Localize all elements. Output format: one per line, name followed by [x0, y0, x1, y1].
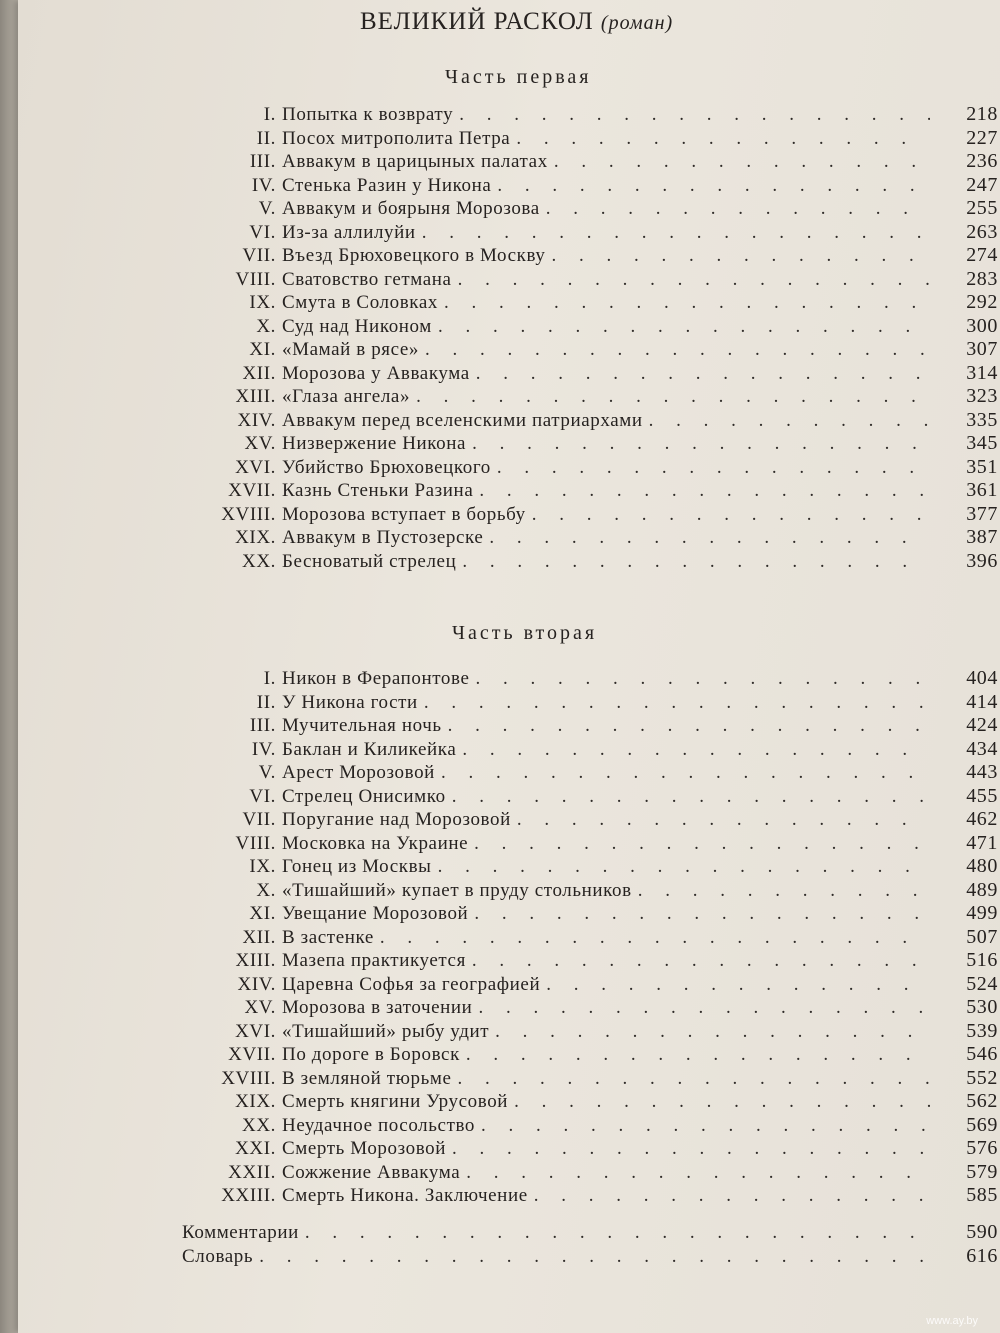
- chapter-title: Стрелец Онисимко: [282, 785, 446, 807]
- chapter-title: Бесноватый стрелец: [282, 550, 457, 572]
- chapter-number: XX.: [242, 550, 276, 572]
- chapter-page: 323: [966, 385, 998, 407]
- toc-entry: [0, 174, 1000, 198]
- chapter-number: I.: [263, 668, 276, 689]
- chapter-number: X.: [256, 879, 276, 901]
- leader-dots: [495, 1021, 930, 1043]
- chapter-page: 247: [966, 173, 998, 196]
- leader-dots: [546, 198, 930, 220]
- leader-dots: [424, 692, 930, 714]
- leader-dots: [458, 269, 930, 291]
- chapter-page: 530: [966, 996, 998, 1018]
- leader-dots: [462, 739, 930, 761]
- part-one-heading: Часть первая: [445, 66, 592, 88]
- chapter-number: VIII.: [235, 832, 276, 854]
- chapter-number: XIX.: [235, 1091, 276, 1112]
- chapter-number: XIV.: [237, 973, 276, 995]
- chapter-title: Морозова в заточении: [282, 997, 473, 1018]
- chapter-page: 361: [966, 479, 998, 501]
- chapter-number: XIV.: [237, 409, 276, 431]
- chapter-page: 351: [966, 455, 998, 478]
- toc-entry: [0, 926, 1000, 950]
- chapter-page: 396: [966, 549, 998, 572]
- chapter-page: 307: [966, 338, 998, 360]
- chapter-number: II.: [256, 127, 276, 149]
- toc-entry: [0, 808, 1000, 832]
- chapter-title: Аввакум и боярыня Морозова: [282, 198, 540, 219]
- toc-entry: [0, 291, 1000, 315]
- toc-entry: [0, 1090, 1000, 1114]
- chapter-page: 569: [966, 1113, 998, 1136]
- chapter-page: 345: [966, 432, 998, 454]
- chapter-number: III.: [249, 151, 276, 172]
- toc-entry: [0, 385, 1000, 409]
- chapter-title: В земляной тюрьме: [282, 1067, 452, 1089]
- toc-entry: [0, 456, 1000, 480]
- chapter-number: XVIII.: [221, 1067, 276, 1089]
- leader-dots: [305, 1222, 930, 1244]
- chapter-title: Мазепа практикуется: [282, 950, 466, 971]
- chapter-number: XXIII.: [221, 1185, 276, 1206]
- leader-dots: [532, 504, 930, 526]
- chapter-number: V.: [258, 198, 276, 219]
- chapter-title: Неудачное посольство: [282, 1114, 476, 1136]
- novel-title: [360, 8, 673, 36]
- leader-dots: [649, 410, 930, 432]
- toc-entry-commentary: [0, 1221, 1000, 1245]
- toc-entry: [0, 879, 1000, 903]
- leader-dots: [534, 1185, 930, 1207]
- leader-dots: [466, 1044, 930, 1066]
- toc-entry: [0, 103, 1000, 127]
- chapter-title: Московка на Украине: [282, 832, 469, 854]
- leader-dots: [638, 880, 930, 902]
- chapter-title: Морозова вступает в борьбу: [282, 503, 526, 525]
- chapter-number: XX.: [242, 1114, 276, 1136]
- leader-dots: [497, 175, 930, 197]
- chapter-page: 576: [966, 1137, 998, 1159]
- chapter-title: Царевна Софья за географией: [282, 973, 541, 995]
- toc-entry: [0, 479, 1000, 503]
- chapter-page: 404: [966, 667, 998, 689]
- chapter-number: XVI.: [235, 456, 276, 478]
- toc-entry: [0, 667, 1000, 691]
- chapter-page: 579: [966, 1160, 998, 1183]
- toc-entry-page: 616: [966, 1245, 998, 1267]
- toc-entry-title: Комментарии: [182, 1222, 299, 1243]
- leader-dots: [481, 1115, 930, 1137]
- chapter-number: IX.: [249, 856, 276, 877]
- chapter-page: 480: [966, 855, 998, 877]
- leader-dots: [466, 1162, 930, 1184]
- back-matter-contents: [0, 1221, 1000, 1269]
- chapter-title: Баклан и Киликейка: [282, 738, 457, 760]
- chapter-page: 524: [966, 972, 998, 995]
- chapter-page: 434: [966, 737, 998, 760]
- toc-entry: [0, 1137, 1000, 1161]
- chapter-number: VI.: [249, 785, 276, 807]
- chapter-title: Посох митрополита Петра: [282, 127, 511, 149]
- chapter-page: 218: [966, 103, 998, 125]
- leader-dots: [489, 527, 930, 549]
- toc-entry: [0, 1114, 1000, 1138]
- toc-entry: [0, 1020, 1000, 1044]
- chapter-title: Суд над Никоном: [282, 315, 432, 337]
- leader-dots: [438, 316, 930, 338]
- leader-dots: [497, 457, 930, 479]
- leader-dots: [452, 1138, 930, 1160]
- chapter-number: XII.: [242, 362, 276, 384]
- toc-entry-title: Словарь: [182, 1246, 254, 1267]
- chapter-number: XIII.: [235, 950, 276, 971]
- chapter-title: Поругание над Морозовой: [282, 809, 511, 830]
- toc-entry: [0, 338, 1000, 362]
- leader-dots: [554, 151, 930, 173]
- toc-entry: [0, 221, 1000, 245]
- chapter-number: XXI.: [235, 1138, 276, 1159]
- chapter-title: Попытка к возврату: [282, 104, 454, 125]
- chapter-page: 236: [966, 150, 998, 172]
- leader-dots: [438, 856, 930, 878]
- leader-dots: [422, 222, 930, 244]
- chapter-number: XV.: [244, 433, 276, 454]
- chapter-page: 462: [966, 808, 998, 830]
- leader-dots: [259, 1246, 930, 1268]
- chapter-number: XI.: [249, 339, 276, 360]
- leader-dots: [479, 480, 930, 502]
- toc-entry: [0, 244, 1000, 268]
- toc-entry: [0, 996, 1000, 1020]
- chapter-page: 414: [966, 690, 998, 713]
- chapter-page: 227: [966, 126, 998, 149]
- chapter-number: XIX.: [235, 527, 276, 548]
- chapter-page: 335: [966, 408, 998, 431]
- toc-entry-page: 590: [966, 1221, 998, 1243]
- chapter-page: 489: [966, 878, 998, 901]
- chapter-number: XVII.: [228, 480, 276, 501]
- leader-dots: [380, 927, 930, 949]
- chapter-title: Смерть Морозовой: [282, 1138, 447, 1159]
- toc-entry: [0, 503, 1000, 527]
- leader-dots: [551, 245, 930, 267]
- chapter-title: Аввакум в царицыных палатах: [282, 151, 548, 172]
- chapter-number: VI.: [249, 221, 276, 243]
- chapter-number: XI.: [249, 903, 276, 924]
- chapter-page: 387: [966, 526, 998, 548]
- chapter-page: 471: [966, 831, 998, 854]
- leader-dots: [514, 1091, 930, 1113]
- toc-entry: [0, 761, 1000, 785]
- chapter-page: 499: [966, 902, 998, 924]
- chapter-number: IV.: [251, 738, 276, 760]
- chapter-title: Мучительная ночь: [282, 715, 442, 736]
- chapter-title: «Глаза ангела»: [282, 386, 411, 407]
- leader-dots: [459, 104, 930, 126]
- toc-entry-glossary: [0, 1245, 1000, 1269]
- leader-dots: [476, 668, 930, 690]
- leader-dots: [444, 292, 930, 314]
- chapter-title: Морозова у Аввакума: [282, 362, 470, 384]
- chapter-title: Стенька Разин у Никона: [282, 174, 492, 196]
- chapter-title: Увещание Морозовой: [282, 903, 469, 924]
- leader-dots: [452, 786, 930, 808]
- toc-entry: [0, 691, 1000, 715]
- chapter-number: XII.: [242, 926, 276, 948]
- chapter-number: IV.: [251, 174, 276, 196]
- chapter-page: 424: [966, 714, 998, 736]
- chapter-title: Арест Морозовой: [282, 762, 435, 783]
- leader-dots: [474, 903, 930, 925]
- chapter-number: I.: [263, 104, 276, 125]
- chapter-title: «Мамай в рясе»: [282, 339, 420, 360]
- chapter-title: Сожжение Аввакума: [282, 1161, 461, 1183]
- leader-dots: [416, 386, 930, 408]
- chapter-title: По дороге в Боровск: [282, 1044, 460, 1065]
- chapter-page: 516: [966, 949, 998, 971]
- chapter-number: XV.: [244, 997, 276, 1018]
- chapter-page: 300: [966, 314, 998, 337]
- leader-dots: [448, 715, 930, 737]
- toc-entry: [0, 268, 1000, 292]
- toc-entry: [0, 1184, 1000, 1208]
- chapter-title: Смерть Никона. Заключение: [282, 1185, 528, 1206]
- chapter-page: 507: [966, 925, 998, 948]
- novel-title-subtitle: (роман): [600, 12, 674, 34]
- chapter-page: 314: [966, 361, 998, 384]
- chapter-number: XXII.: [228, 1161, 276, 1183]
- leader-dots: [516, 128, 930, 150]
- chapter-page: 546: [966, 1043, 998, 1065]
- chapter-title: «Тишайший» купает в пруду стольников: [282, 879, 632, 901]
- toc-entry: [0, 1043, 1000, 1067]
- chapter-number: XVII.: [228, 1044, 276, 1065]
- leader-dots: [472, 433, 930, 455]
- chapter-number: XIII.: [235, 386, 276, 407]
- leader-dots: [462, 551, 930, 573]
- chapter-title: Въезд Брюховецкого в Москву: [282, 245, 546, 266]
- chapter-title: Из-за аллилуйи: [282, 221, 416, 243]
- chapter-title: Убийство Брюховецкого: [282, 456, 491, 478]
- chapter-page: 562: [966, 1090, 998, 1112]
- chapter-title: Казнь Стеньки Разина: [282, 480, 474, 501]
- chapter-title: Аввакум перед вселенскими патриархами: [282, 409, 643, 431]
- leader-dots: [476, 363, 930, 385]
- chapter-number: X.: [256, 315, 276, 337]
- toc-entry: [0, 526, 1000, 550]
- chapter-page: 455: [966, 784, 998, 807]
- leader-dots: [478, 997, 930, 1019]
- toc-entry: [0, 127, 1000, 151]
- chapter-number: IX.: [249, 292, 276, 313]
- toc-entry: [0, 855, 1000, 879]
- leader-dots: [472, 950, 930, 972]
- chapter-page: 585: [966, 1184, 998, 1206]
- toc-entry: [0, 315, 1000, 339]
- leader-dots: [474, 833, 930, 855]
- toc-entry: [0, 550, 1000, 574]
- part-one-contents: [0, 103, 1000, 573]
- chapter-page: 255: [966, 197, 998, 219]
- chapter-title: Смута в Соловках: [282, 292, 438, 313]
- toc-entry: [0, 1161, 1000, 1185]
- chapter-number: XVI.: [235, 1020, 276, 1042]
- chapter-page: 274: [966, 244, 998, 266]
- chapter-number: III.: [249, 715, 276, 736]
- chapter-title: Смерть княгини Урусовой: [282, 1091, 509, 1112]
- watermark: www.ay.by: [926, 1315, 978, 1327]
- chapter-title: Никон в Ферапонтове: [282, 668, 470, 689]
- toc-entry: [0, 902, 1000, 926]
- chapter-title: «Тишайший» рыбу удит: [282, 1020, 490, 1042]
- novel-title-main: ВЕЛИКИЙ РАСКОЛ: [360, 8, 594, 35]
- chapter-number: VII.: [242, 245, 276, 266]
- toc-entry: [0, 973, 1000, 997]
- chapter-number: V.: [258, 762, 276, 783]
- toc-entry: [0, 432, 1000, 456]
- toc-entry: [0, 197, 1000, 221]
- chapter-page: 539: [966, 1019, 998, 1042]
- chapter-number: II.: [256, 691, 276, 713]
- chapter-title: Низвержение Никона: [282, 433, 467, 454]
- toc-entry: [0, 150, 1000, 174]
- toc-entry: [0, 949, 1000, 973]
- chapter-page: 283: [966, 267, 998, 290]
- toc-entry: [0, 714, 1000, 738]
- chapter-title: Сватовство гетмана: [282, 268, 452, 290]
- chapter-title: Гонец из Москвы: [282, 856, 432, 877]
- chapter-page: 377: [966, 502, 998, 525]
- chapter-page: 292: [966, 291, 998, 313]
- chapter-page: 443: [966, 761, 998, 783]
- part-two-contents: [0, 667, 1000, 1208]
- part-two-heading: Часть вторая: [452, 622, 598, 644]
- toc-entry: [0, 832, 1000, 856]
- leader-dots: [546, 974, 930, 996]
- chapter-title: Аввакум в Пустозерске: [282, 527, 484, 548]
- leader-dots: [517, 809, 930, 831]
- leader-dots: [425, 339, 930, 361]
- toc-entry: [0, 785, 1000, 809]
- chapter-page: 263: [966, 220, 998, 243]
- chapter-title: У Никона гости: [282, 691, 418, 713]
- toc-entry: [0, 362, 1000, 386]
- toc-entry: [0, 409, 1000, 433]
- toc-entry: [0, 1067, 1000, 1091]
- toc-entry: [0, 738, 1000, 762]
- chapter-page: 552: [966, 1066, 998, 1089]
- chapter-number: XVIII.: [221, 503, 276, 525]
- chapter-title: В застенке: [282, 926, 374, 948]
- leader-dots: [441, 762, 930, 784]
- chapter-number: VIII.: [235, 268, 276, 290]
- leader-dots: [458, 1068, 930, 1090]
- chapter-number: VII.: [242, 809, 276, 830]
